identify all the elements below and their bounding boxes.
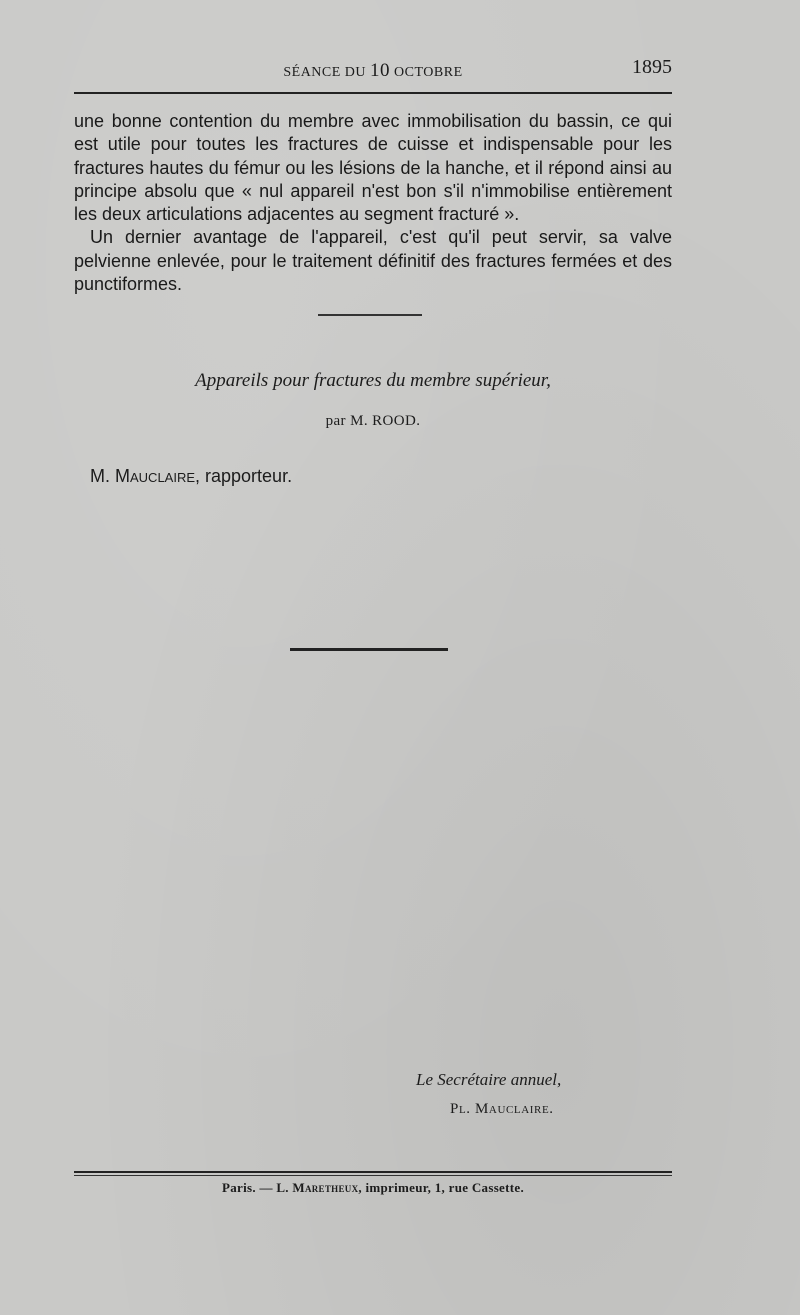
article-author: par M. ROOD. [325, 413, 421, 429]
running-head-prefix: SÉANCE DU [283, 65, 371, 80]
section-separator [318, 314, 422, 316]
running-head [74, 56, 672, 80]
imprint-suffix: , imprimeur, 1, rue Cassette. [358, 1180, 525, 1195]
signature-role: Le Secrétaire annuel, [416, 1070, 562, 1089]
printer-imprint [74, 1180, 672, 1196]
end-separator [290, 648, 448, 651]
header-rule [74, 92, 672, 94]
running-head-title [74, 60, 672, 82]
article-title: Appareils pour fractures du membre supérieur, [195, 370, 551, 391]
footer-rule-thick [74, 1171, 672, 1173]
signature-name: Pl. Mauclaire. [450, 1101, 554, 1117]
footer-rule-thin [74, 1175, 672, 1176]
body-paragraph-2: Un dernier avantage de l'appareil, c'est qu'il peut servir, sa valve pelvienne enlevée, pour le traitement définitif des fractures fermées et des punctiformes. [74, 227, 672, 295]
page-number: 1895 [632, 56, 672, 78]
running-head-suffix: OCTOBRE [390, 65, 463, 80]
imprint-prefix: Paris. — L. [221, 1180, 293, 1195]
article-reporter [90, 466, 292, 487]
running-head-day: 10 [370, 60, 391, 81]
reporter-name: Mauclaire [115, 466, 196, 486]
reporter-suffix: , rapporteur. [195, 466, 293, 486]
body-text [74, 110, 672, 296]
body-paragraph-1: une bonne contention du membre avec immobilisation du bassin, ce qui est utile pour toutes les fractures de cuisse et indispensable pour les fractures hautes du fémur ou les lésions de la hanche, et il répond ainsi au principe absolu que « nul appareil n'est bon s'il n'immobilise entièrement les deux articulations adjacentes au segment fracturé ». [74, 111, 672, 225]
reporter-prefix: M. [90, 466, 115, 486]
imprint-printer: Maretheux [292, 1180, 359, 1195]
